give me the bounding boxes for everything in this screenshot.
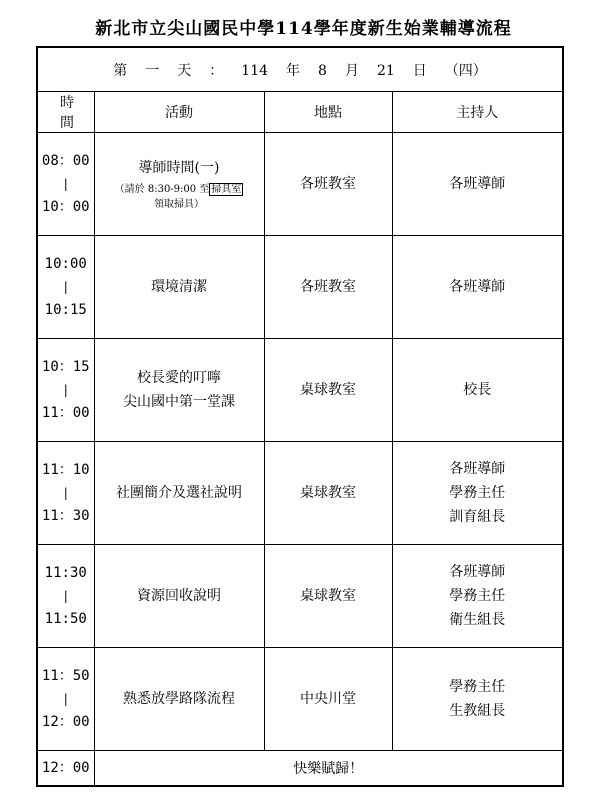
schedule-row xyxy=(37,339,563,442)
host-cell xyxy=(392,339,563,442)
host-cell xyxy=(392,133,563,236)
activity-note xyxy=(95,182,264,212)
schedule-row xyxy=(37,442,563,545)
schedule-row xyxy=(37,648,563,751)
time-cell xyxy=(37,442,94,545)
host-cell xyxy=(392,545,563,648)
start-time: 11：50 xyxy=(41,668,90,684)
time-separator: | xyxy=(63,589,68,603)
end-time: 11：30 xyxy=(41,508,90,524)
time-separator: | xyxy=(63,280,68,294)
activity-name: 資源回收說明 xyxy=(137,588,221,604)
start-time: 11：10 xyxy=(41,462,90,478)
time-separator: | xyxy=(63,383,68,397)
place-cell: 桌球教室 xyxy=(264,339,392,442)
activity-name: 環境清潔 xyxy=(151,279,207,295)
host-name: 各班導師 xyxy=(449,176,506,192)
time-cell xyxy=(37,648,94,751)
end-time: 10:15 xyxy=(44,302,87,318)
time-separator: | xyxy=(63,692,68,706)
schedule-row xyxy=(37,133,563,236)
host-cell xyxy=(392,236,563,339)
activity-line: 校長愛的叮嚀 xyxy=(137,370,221,386)
place-cell: 桌球教室 xyxy=(264,545,392,648)
day-header-row xyxy=(37,47,563,92)
day-header-part: ： xyxy=(209,62,224,79)
time-cell xyxy=(37,236,94,339)
place-cell: 中央川堂 xyxy=(264,648,392,751)
final-row xyxy=(37,751,563,787)
host-name: 學務主任 xyxy=(449,679,506,695)
activity-cell xyxy=(94,236,264,339)
end-time: 12：00 xyxy=(41,714,90,730)
start-time: 11:30 xyxy=(44,565,87,581)
day-header-part: 21 xyxy=(376,62,395,79)
day-header-part: 一 xyxy=(145,62,160,79)
note-boxed-text: 掃具室 xyxy=(211,184,242,195)
column-header-host: 主持人 xyxy=(392,92,563,133)
schedule-row xyxy=(37,545,563,648)
day-header-part: 年 xyxy=(286,62,301,79)
final-text: 快樂賦歸！ xyxy=(94,751,563,787)
host-name: 生教組長 xyxy=(449,703,506,719)
page-title: 新北市立尖山國民中學114學年度新生始業輔導流程 xyxy=(95,19,512,39)
day-header-part: 月 xyxy=(344,62,359,79)
activity-cell xyxy=(94,133,264,236)
activity-cell xyxy=(94,442,264,545)
day-header-part: 114 xyxy=(241,62,269,79)
end-time: 11:50 xyxy=(44,611,87,627)
activity-line: 尖山國中第一堂課 xyxy=(123,394,235,410)
host-cell xyxy=(392,442,563,545)
schedule-table xyxy=(36,46,564,787)
column-header-time: 時間 xyxy=(37,92,94,133)
start-time: 10:00 xyxy=(44,256,87,272)
host-name: 各班導師 xyxy=(449,279,506,295)
host-name: 學務主任 xyxy=(449,588,506,604)
activity-cell xyxy=(94,545,264,648)
place-cell: 桌球教室 xyxy=(264,442,392,545)
day-header-part: （四） xyxy=(444,62,487,79)
host-name: 各班導師 xyxy=(449,461,506,477)
column-header-activity: 活動 xyxy=(94,92,264,133)
column-header-place: 地點 xyxy=(264,92,392,133)
host-cell xyxy=(392,648,563,751)
schedule-row xyxy=(37,236,563,339)
time-cell xyxy=(37,133,94,236)
activity-name: 熟悉放學路隊流程 xyxy=(123,691,235,707)
day-header-part: 第 xyxy=(113,62,128,79)
end-time: 10：00 xyxy=(41,199,90,215)
host-name: 校長 xyxy=(463,382,492,398)
note-text: 領取掃具） xyxy=(154,199,204,210)
activity-cell xyxy=(94,648,264,751)
day-header-part: 8 xyxy=(318,62,327,79)
final-time: 12：00 xyxy=(37,751,94,787)
place-cell: 各班教室 xyxy=(264,133,392,236)
start-time: 08：00 xyxy=(41,153,90,169)
note-text: （請於 8:30-9:00 至 xyxy=(114,184,210,195)
column-header-row xyxy=(37,92,563,133)
day-header-part: 日 xyxy=(412,62,427,79)
time-separator: | xyxy=(63,486,68,500)
activity-name: 導師時間(一) xyxy=(138,160,220,176)
time-cell xyxy=(37,545,94,648)
host-name: 衛生組長 xyxy=(449,612,506,628)
place-cell: 各班教室 xyxy=(264,236,392,339)
activity-name: 社團簡介及選社說明 xyxy=(116,485,242,501)
activity-cell xyxy=(94,339,264,442)
host-name: 各班導師 xyxy=(449,564,506,580)
day-header-part: 天 xyxy=(177,62,192,79)
host-name: 訓育組長 xyxy=(449,509,506,525)
time-cell xyxy=(37,339,94,442)
start-time: 10：15 xyxy=(41,359,90,375)
day-header xyxy=(37,47,563,92)
time-separator: | xyxy=(63,177,68,191)
end-time: 11：00 xyxy=(41,405,90,421)
host-name: 學務主任 xyxy=(449,485,506,501)
